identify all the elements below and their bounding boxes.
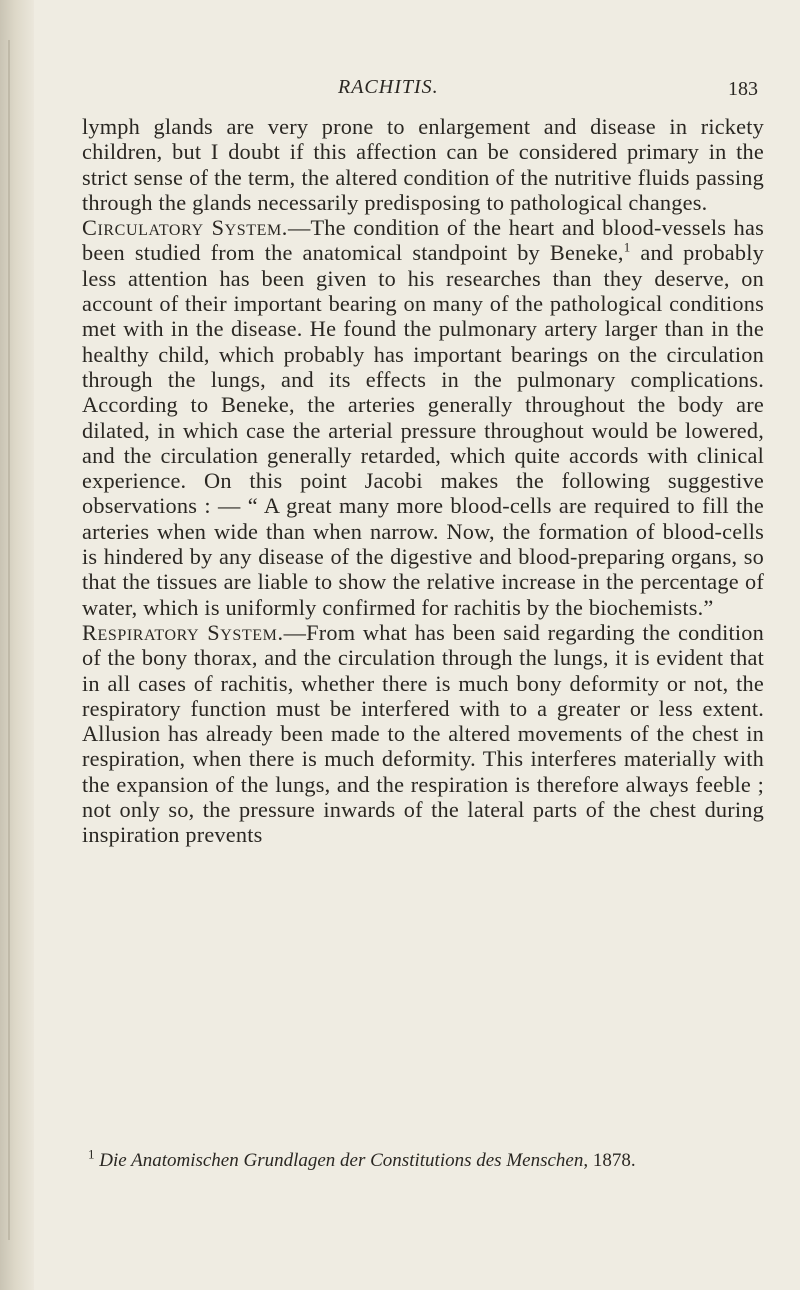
footnote-number: 1 (88, 1146, 95, 1162)
section-heading-circulatory: Circulatory System. (82, 215, 288, 241)
footnote-year: , 1878. (583, 1150, 636, 1171)
paragraph-text: —From what has been said regarding the condition of the bony thorax, and the circulation through the lungs, it is evident that in all cases of rachitis, whether there is much bony deformity or not, the respiratory function must be interfered with to a greater or less extent. Allusion has already been made to the altered movements of the chest in respiration, when there is much deformity. This interferes materially with the expansion of the lungs, and the respiration is therefore always feeble ; not only so, the pressure inwards of the lateral parts of the chest during inspiration prevents (82, 619, 764, 848)
paragraph-respiratory-system (82, 620, 764, 848)
binding-edge (8, 40, 10, 1240)
paragraph-lymph-glands (82, 114, 764, 215)
body-text (82, 114, 764, 848)
paragraph-circulatory-system (82, 215, 764, 620)
footnote-title: Die Anatomischen Grundlagen der Constitutions des Menschen (99, 1150, 584, 1171)
paragraph-text: lymph glands are very prone to enlargement and disease in rickety children, but I doubt if this affection can be considered primary in the strict sense of the term, the altered condition of the nutritive fluids passing through the glands necessarily predisposing to pathological changes. (82, 114, 764, 215)
footnote-reference: 1 (623, 240, 631, 256)
section-heading-respiratory: Respiratory System. (82, 619, 284, 645)
running-title: RACHITIS. (338, 76, 439, 98)
book-spine-shadow (0, 0, 34, 1290)
footnote (88, 1146, 768, 1172)
running-head (68, 76, 768, 104)
book-page (68, 0, 768, 1290)
paragraph-text-b: and probably less attention has been given to his researches than they deserve, on account of their important bearing on many of the pathological conditions met with in the disease. He found the pulmonary artery larger than in the healthy child, which probably has important bearings on the circulation through the lungs, and its effects in the pulmonary complications. According to Beneke, the arteries generally throughout the body are dilated, in which case the arterial pressure throughout would be lowered, and the circulation generally retarded, which quite accords with clinical experience. On this point Jacobi makes the following suggestive observations : — “ A great many more blood-cells are required to fill the arteries when wide than when narrow. Now, the formation of blood-cells is hindered by any disease of the digestive and blood-preparing organs, so that the tissues are liable to show the relative increase in the percentage of water, which is uniformly confirmed for rachitis by the biochemists.” (82, 240, 764, 620)
page-number: 183 (728, 78, 758, 100)
paragraph-text-a: —The condition of the heart and blood-vessels has been studied from the anatomical standpoint by Beneke, (82, 215, 764, 266)
